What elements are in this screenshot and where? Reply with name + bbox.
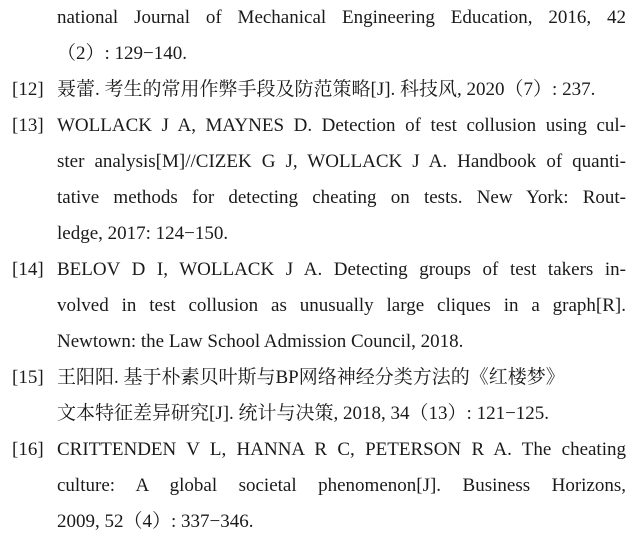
reference-number: [12] [12,79,44,100]
reference-line: CRITTENDEN V L, HANNA R C, PETERSON R A. The cheating [57,439,626,460]
reference-line: national Journal of Mechanical Engineering Education, 2016, 42 [57,7,626,28]
reference-item-12 [12,75,626,105]
reference-line: WOLLACK J A, MAYNES D. Detection of test collusion using cul- [57,115,626,136]
reference-line: ster analysis[M]//CIZEK G J, WOLLACK J A. Handbook of quanti- [57,151,626,172]
reference-line: tative methods for detecting cheating on tests. New York: Rout- [57,187,626,208]
reference-item-14 [12,255,626,285]
reference-number: [14] [12,259,44,280]
reference-number: [16] [12,439,44,460]
reference-line: Newtown: the Law School Admission Council, 2018. [57,331,464,352]
reference-line: 王阳阳. 基于朴素贝叶斯与BP网络神经分类方法的《红楼梦》 [57,367,565,388]
reference-line: ledge, 2017: 124−150. [57,223,229,244]
reference-item-15 [12,363,626,393]
reference-line: volved in test collusion as unusually large cliques in a graph[R]. [57,295,626,316]
reference-number: [13] [12,115,44,136]
reference-line: 聂蕾. 考生的常用作弊手段及防范策略[J]. 科技风, 2020（7）: 237. [57,79,596,100]
reference-line: culture: A global societal phenomenon[J]. Business Horizons, [57,475,626,496]
reference-line: BELOV D I, WOLLACK J A. Detecting groups of test takers in- [57,259,626,280]
reference-number: [15] [12,367,44,388]
reference-line: 2009, 52（4）: 337−346. [57,511,254,532]
reference-line: 文本特征差异研究[J]. 统计与决策, 2018, 34（13）: 121−125. [57,403,550,424]
reference-line: （2）: 129−140. [57,43,187,64]
reference-item-16 [12,435,626,465]
reference-item-13 [12,111,626,141]
